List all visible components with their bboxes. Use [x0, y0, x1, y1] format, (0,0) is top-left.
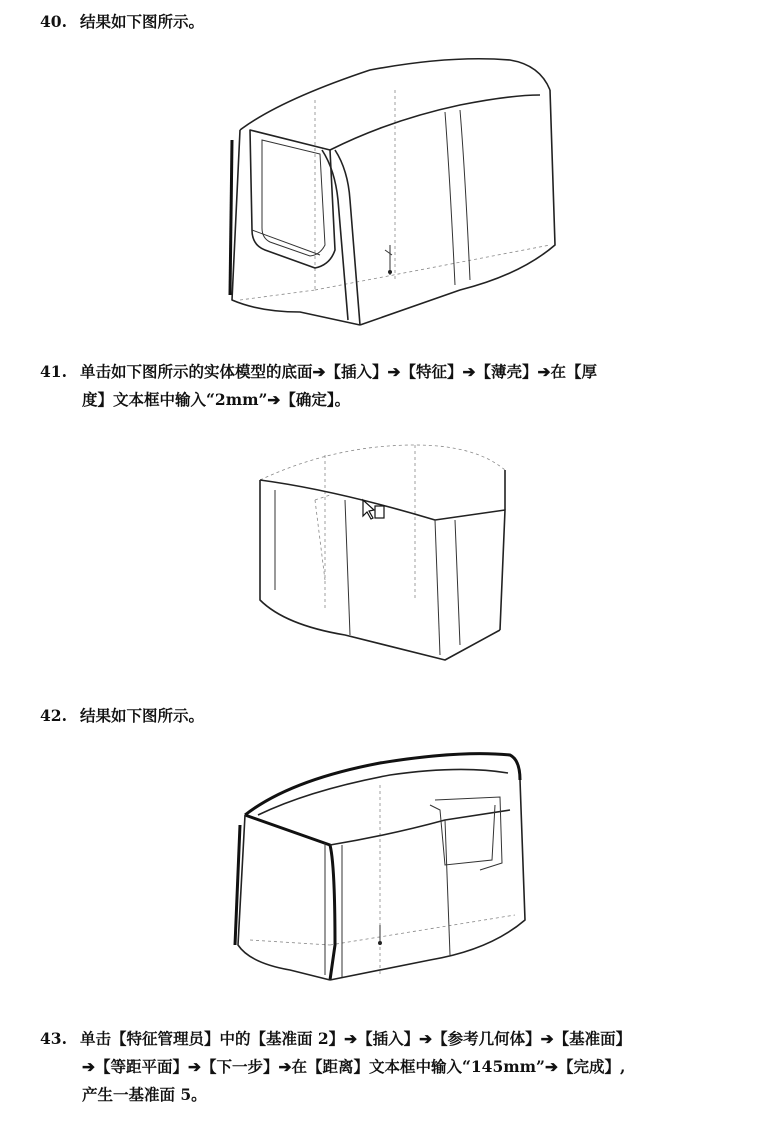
axis-triad-icon: [378, 925, 382, 945]
figure-model-shelled: [230, 745, 540, 995]
step-text: 结果如下图所示。: [80, 706, 205, 725]
step-text-continued: ➔【等距平面】➔【下一步】➔在【距离】文本框中输入“145mm”➔【完成】,: [82, 1057, 626, 1076]
step-number: 41.: [40, 362, 67, 381]
step-number: 40.: [40, 12, 67, 31]
figure-model-solid: [220, 50, 580, 335]
step-text-continued: 产生一基准面 5。: [82, 1085, 207, 1104]
step-text: 单击如下图所示的实体模型的底面➔【插入】➔【特征】➔【薄壳】➔在【厚: [80, 362, 597, 381]
axis-triad-icon: [385, 245, 392, 275]
step-text: 结果如下图所示。: [80, 12, 205, 31]
step-40: [40, 8, 760, 36]
step-42: [40, 702, 760, 730]
step-number: 42.: [40, 706, 67, 725]
step-text-continued: 度】文本框中输入“2mm”➔【确定】。: [82, 390, 351, 409]
step-41: [40, 358, 760, 414]
step-number: 43.: [40, 1029, 67, 1048]
step-43: [40, 1025, 760, 1109]
figure-model-bottom-face: [255, 440, 515, 670]
step-text: 单击【特征管理员】中的【基准面 2】➔【插入】➔【参考几何体】➔【基准面】: [80, 1029, 632, 1048]
